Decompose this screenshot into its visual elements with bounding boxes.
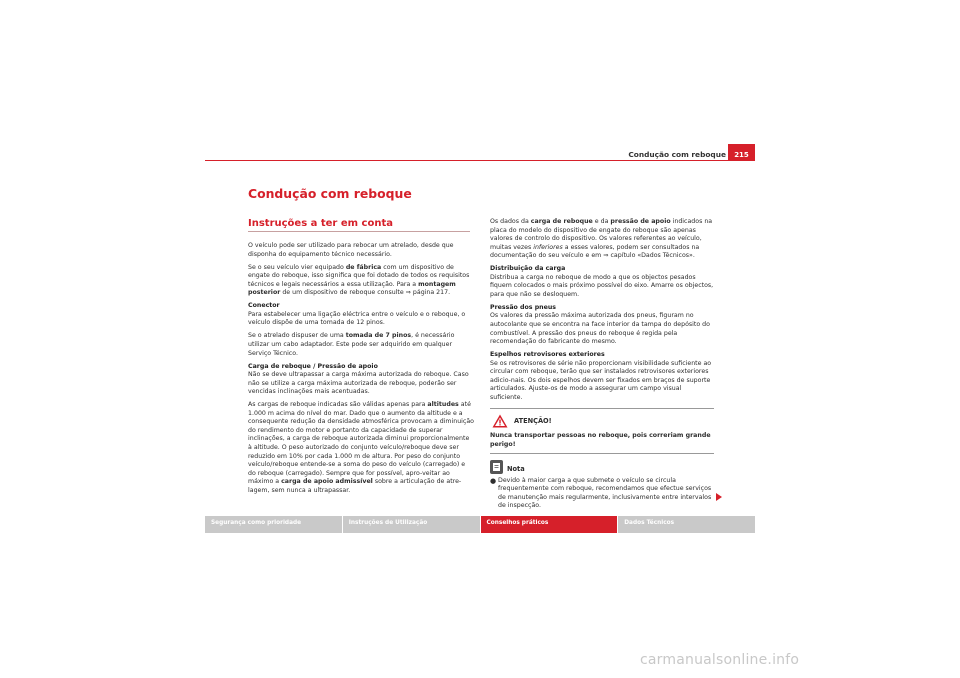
warning-box (490, 408, 714, 453)
note-icon (490, 460, 503, 474)
watermark: carmanualsonline.info (640, 652, 800, 668)
page-number: 215 (728, 144, 755, 161)
paragraph: Se os retrovisores de série não proporcionam visibilidade suficiente ao circular com reboque, terão que ser instalados retrovisores exteriores adicio-nais. Os dois espelhos devem ser fixados em braços de suporte articulados. Ajuste-os de modo a assegurar um campo visual suficiente. (490, 359, 712, 401)
section-divider (248, 231, 470, 232)
warning-triangle-icon (492, 414, 508, 428)
left-column (248, 242, 474, 500)
header-divider (205, 160, 755, 161)
note-bullet (490, 477, 714, 511)
chapter-header-title: Condução com reboque (628, 150, 726, 159)
warning-title: ATENÇÃO! (514, 416, 552, 425)
tab-seguranca[interactable]: Segurança como prioridade (205, 516, 342, 533)
tab-dados-tecnicos[interactable]: Dados Técnicos (618, 516, 755, 533)
paragraph: Se o seu veículo vier equipado de fábrica com um dispositivo de engate do reboque, isso significa que foi dotado de todos os requisitos técnicos e legais necessários a essa utilização. Para a montagem posterior de um dispositivo de reboque consulte ⇒ página 217. (248, 263, 470, 297)
subheading-espelhos: Espelhos retrovisores exteriores (490, 351, 605, 359)
next-page-arrow-icon[interactable] (716, 493, 722, 501)
paragraph: Não se deve ultrapassar a carga máxima autorizada do reboque. Caso não se utilize a carga máxima autorizada de reboque, poderão ser vencidas inclinações mais acentuadas. (248, 371, 469, 396)
subheading-carga: Carga de reboque / Pressão de apoio (248, 362, 378, 370)
note-title: Nota (507, 464, 525, 473)
right-column (490, 218, 714, 511)
note-text: Devido à maior carga a que submete o veículo se circula frequentemente com reboque, recomendamos que efectue serviços de manutenção mais regularmente, inclusivamente entre intervalos de inspecção. (498, 476, 712, 510)
subheading-conector: Conector (248, 302, 280, 310)
chapter-nav-bar (205, 516, 755, 533)
tab-conselhos[interactable]: Conselhos práticos (481, 516, 618, 533)
warning-text: Nunca transportar pessoas no reboque, pois correriam grande perigo! (490, 432, 711, 448)
section-title: Instruções a ter em conta (248, 218, 393, 229)
paragraph: O veículo pode ser utilizado para rebocar um atrelado, desde que disponha do equipamento técnico necessário. (248, 242, 454, 258)
paragraph: As cargas de reboque indicadas são válidas apenas para altitudes até 1.000 m acima do nível do mar. Dado que o aumento da altitude e a consequente redução da densidade atmosférica provocam a diminuição do rendimento do motor e portanto da capacidade de superar inclinações, a carga de reboque autorizada diminui proporcionalmente à altitude. O peso autorizado do conjunto veículo/reboque deve ser reduzido em 10% por cada 1.000 m de altura. Por peso do conjunto veículo/reboque entende-se a soma do peso do veículo (carregado) e do reboque (carregado). Sempre que for possível, apro-veitar ao máximo a carga de apoio admissível sobre a articulação de atre-lagem, sem nunca a ultrapassar. (248, 401, 475, 494)
subheading-distribuicao: Distribuição da carga (490, 265, 566, 273)
warning-header (490, 411, 714, 430)
paragraph: Para estabelecer uma ligação eléctrica entre o veículo e o reboque, o veículo dispõe de uma tomada de 12 pinos. (248, 310, 466, 327)
tab-instrucoes[interactable]: Instruções de Utilização (343, 516, 480, 533)
page-title: Condução com reboque (248, 186, 412, 201)
paragraph: Os dados da carga de reboque e da pressão de apoio indicados na placa do modelo do dispositivo de engate do reboque são apenas valores de controlo do dispositivo. Os valores referentes ao veículo, muitas vezes inferiores a esses valores, podem ser consultados na documentação do seu veículo e em ⇒ capítulo «Dados Técnicos». (490, 218, 713, 260)
subheading-pneus: Pressão dos pneus (490, 303, 557, 311)
paragraph: Os valores da pressão máxima autorizada dos pneus, figuram no autocolante que se encontra na face interior da tampa do depósito do combustível. A pressão dos pneus do reboque é regida pela recomendação do fabricante do mesmo. (490, 312, 710, 346)
note-header (490, 460, 714, 474)
paragraph: Distribua a carga no reboque de modo a que os objectos pesados fiquem colocados o mais próximo possível do eixo. Amarre os objectos, para que não se desloquem. (490, 273, 714, 298)
bullet-dot-icon: ● (490, 476, 497, 485)
paragraph: Se o atrelado dispuser de uma tomada de 7 pinos, é necessário utilizar um cabo adaptador. Este pode ser adquirido em qualquer Serviço Técnico. (248, 332, 455, 357)
